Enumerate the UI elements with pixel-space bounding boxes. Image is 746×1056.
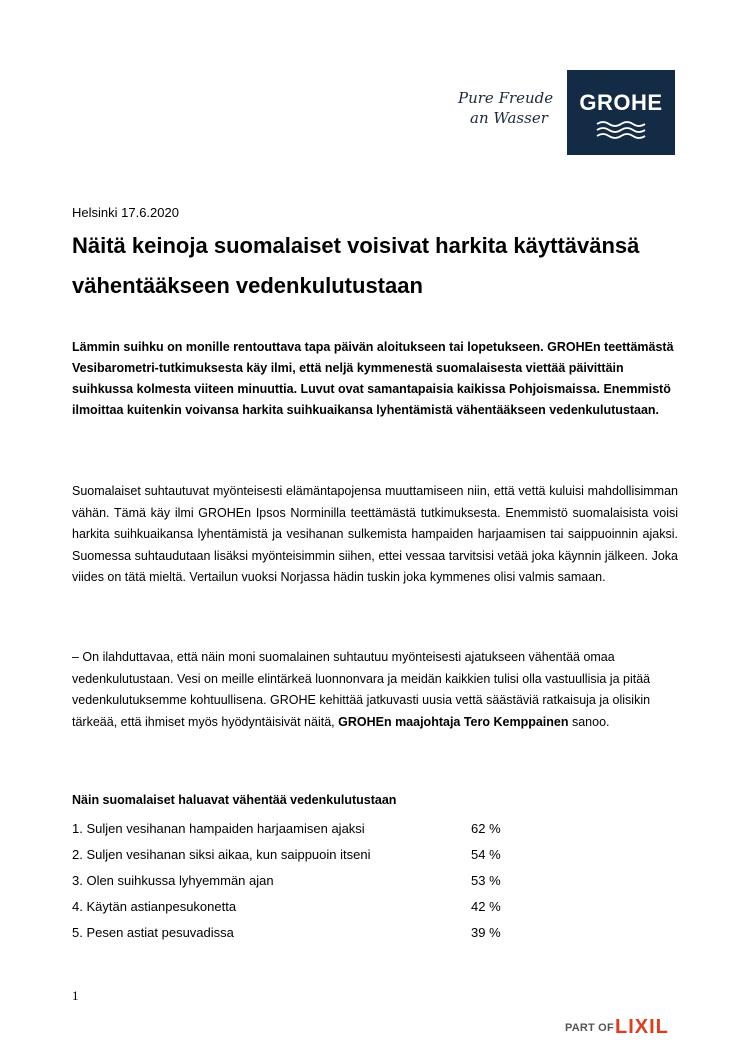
list-item-value: 39 % — [471, 925, 501, 940]
list-item — [72, 842, 512, 868]
list-item — [72, 894, 512, 920]
list-item — [72, 816, 512, 842]
lead-paragraph: Lämmin suihku on monille rentouttava tapa päivän aloitukseen tai lopetukseen. GROHEn teettämästä Vesibarometri-tutkimuksesta käy ilmi, että neljä kymmenestä suomalaisesta viettää päivittäin suihkussa kolmesta viiteen minuuttia. Luvut ovat samantapaisia kaikissa Pohjoismaissa. Enemmistö ilmoittaa kuitenkin voivansa harkita suihkuaikansa lyhentämistä vähentääkseen vedenkulutustaan. — [72, 340, 674, 417]
list-item — [72, 920, 512, 946]
list-item-label: 2. Suljen vesihanan siksi aikaa, kun saippuoin itseni — [72, 847, 371, 862]
list-item-value: 42 % — [471, 899, 501, 914]
list-item-label: 5. Pesen astiat pesuvadissa — [72, 925, 234, 940]
list-item-value: 62 % — [471, 821, 501, 836]
quote-tail: sanoo. — [571, 714, 610, 729]
body-paragraph-1: Suomalaiset suhtautuvat myönteisesti elämäntapojensa muuttamiseen niin, että vettä kuluisi mahdollisimman vähän. Tämä käy ilmi GROHEn Ipsos Norminilla teettämästä tutkimuksesta. Enemmistö suomalaisista voisi harkita suihkuaikansa lyhentämistä ja vesihanan sulkemista hampaiden harjaamisen tai saippuoinnin ajaksi. Suomessa suhtaudutaan lisäksi myönteisimmin siihen, ettei vessaa tarvitsisi vetää joka käynnin jälkeen. Joka viides on tätä mieltä. Vertailun vuoksi Norjassa hädin tuskin joka kymmenes olisi valmis samaan. — [72, 484, 678, 584]
grohe-logo — [567, 70, 675, 155]
list-item-value: 53 % — [471, 873, 501, 888]
page-number: 1 — [72, 988, 79, 1003]
lixil-wordmark: LIXIL — [615, 1016, 669, 1038]
list-item-label: 1. Suljen vesihanan hampaiden harjaamisen ajaksi — [72, 821, 365, 836]
survey-results-list — [72, 816, 512, 946]
headline: Näitä keinoja suomalaiset voisivat harkita käyttävänsä vähentääkseen vedenkulutustaan — [72, 233, 640, 298]
survey-list-title: Näin suomalaiset haluavat vähentää vedenkulutustaan — [72, 793, 397, 807]
brand-tagline — [440, 88, 564, 128]
part-of-label: PART OF — [565, 1022, 614, 1034]
list-item-value: 54 % — [471, 847, 501, 862]
body-paragraph-2 — [72, 647, 678, 733]
list-item — [72, 868, 512, 894]
quote-text: – On ilahduttavaa, että näin moni suomalainen suhtautuu myönteisesti ajatukseen vähentää omaa vedenkulutustaan. Vesi on meille elintärkeä luonnonvara ja meidän kaikkien tulisi olla vastuullisia ja pitää vedenkulutuksemme kohtuullisena. GROHE kehittää jatkuvasti uusia vettä säästäviä ratkaisuja ja olisikin tärkeää, että ihmiset myös hyödyntäisivät näitä, — [72, 650, 651, 729]
tagline-line-1: Pure Freude — [458, 89, 554, 107]
logo-wordmark: GROHE — [579, 90, 663, 115]
list-item-label: 3. Olen suihkussa lyhyemmän ajan — [72, 873, 274, 888]
water-waves-icon — [595, 120, 647, 142]
list-item-label: 4. Käytän astianpesukonetta — [72, 899, 237, 914]
quote-speaker: GROHEn maajohtaja Tero Kemppainen — [338, 714, 569, 729]
tagline-line-2: an Wasser — [470, 109, 548, 127]
dateline: Helsinki 17.6.2020 — [72, 205, 179, 220]
